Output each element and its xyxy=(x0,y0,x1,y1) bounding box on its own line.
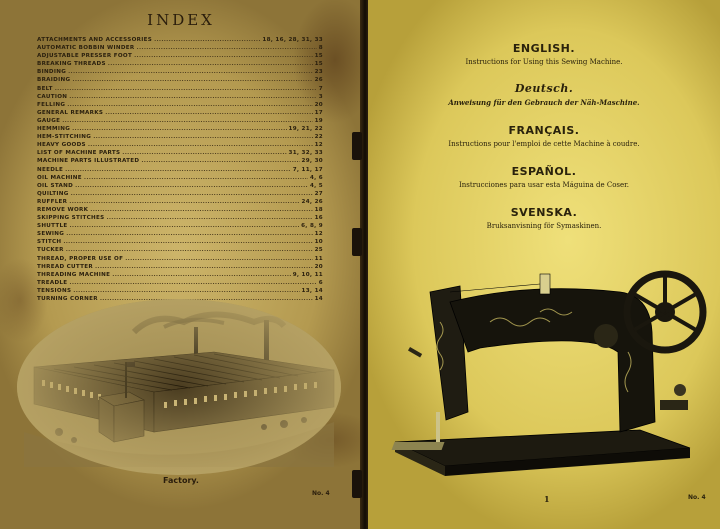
language-subtitle: Instructions pour l'emploi de cette Machine à coudre. xyxy=(448,140,640,148)
index-topic: BINDING xyxy=(37,69,67,76)
factory-caption: Factory. xyxy=(163,476,199,485)
index-topic: QUILTING xyxy=(37,190,69,197)
index-pages: 7, 11, 17 xyxy=(292,166,323,173)
dot-leader xyxy=(108,60,313,68)
index-entry xyxy=(37,117,323,125)
dot-leader xyxy=(105,109,312,117)
dot-leader xyxy=(63,238,312,246)
index-pages: 22 xyxy=(314,134,323,141)
language-swedish xyxy=(368,206,720,230)
index-entry xyxy=(37,133,323,141)
language-heading: ESPAÑOL. xyxy=(511,165,577,178)
index-entry xyxy=(37,52,323,60)
index-topic: GAUGE xyxy=(37,117,61,124)
index-topic: TUCKER xyxy=(37,247,64,254)
index-pages: 19, 21, 22 xyxy=(288,126,323,133)
index-pages: 23 xyxy=(314,69,323,76)
index-topic: OIL STAND xyxy=(37,182,74,189)
index-pages: 6, 8, 9 xyxy=(301,223,323,230)
language-heading: ENGLISH. xyxy=(512,42,576,55)
index-pages: 4, 6 xyxy=(309,174,323,181)
index-list xyxy=(37,36,323,303)
index-topic: TURNING CORNER xyxy=(37,296,98,302)
index-pages: 11 xyxy=(314,255,323,262)
dot-leader xyxy=(55,85,317,93)
language-english xyxy=(368,42,720,66)
index-pages: 14 xyxy=(314,296,323,302)
index-entry xyxy=(37,44,323,52)
index-pages: 18 xyxy=(314,206,323,213)
index-pages: 10 xyxy=(314,239,323,246)
language-heading: FRANÇAIS. xyxy=(508,124,580,137)
language-subtitle: Instructions for Using this Sewing Machine. xyxy=(465,58,623,66)
index-entry xyxy=(37,263,323,271)
index-title: INDEX xyxy=(147,11,215,29)
dot-leader xyxy=(66,246,313,254)
page-number: 1 xyxy=(544,494,550,504)
index-pages: 26 xyxy=(314,77,323,84)
dot-leader xyxy=(106,214,312,222)
index-entry xyxy=(37,101,323,109)
index-entry xyxy=(37,190,323,198)
index-topic: SHUTTLE xyxy=(37,223,68,230)
index-entry xyxy=(37,198,323,206)
index-pages: 27 xyxy=(314,190,323,197)
binding-notch xyxy=(352,132,362,160)
language-subtitle: Anweisung für den Gebrauch der Näh-Maschine. xyxy=(448,98,640,107)
index-entry xyxy=(37,214,323,222)
dot-leader xyxy=(90,206,312,214)
index-entry xyxy=(37,166,323,174)
language-heading: Deutsch. xyxy=(514,82,574,95)
dot-leader xyxy=(141,157,299,165)
index-pages: 17 xyxy=(314,109,323,116)
dot-leader xyxy=(72,76,312,84)
index-topic: HEMMING xyxy=(37,126,71,133)
dot-leader xyxy=(71,190,313,198)
index-topic: STITCH xyxy=(37,239,62,246)
index-topic: CAUTION xyxy=(37,93,68,100)
index-entry xyxy=(37,255,323,263)
language-heading: SVENSKA. xyxy=(510,206,578,219)
dot-leader xyxy=(69,279,316,287)
index-pages: 4, 5 xyxy=(309,182,323,189)
index-topic: HEM-STITCHING xyxy=(37,134,92,141)
index-topic: TENSIONS xyxy=(37,287,72,294)
index-pages: 24, 26 xyxy=(301,198,323,205)
dot-leader xyxy=(134,52,313,60)
dot-leader xyxy=(69,93,317,101)
index-topic: FELLING xyxy=(37,101,66,108)
index-entry xyxy=(37,149,323,157)
index-pages: 20 xyxy=(314,263,323,270)
index-entry xyxy=(37,279,323,287)
index-entry xyxy=(37,109,323,117)
index-pages: 9, 10, 11 xyxy=(292,271,323,278)
dot-leader xyxy=(93,133,312,141)
index-entry xyxy=(37,271,323,279)
index-topic: TREADLE xyxy=(37,279,68,286)
index-topic: ATTACHMENTS AND ACCESSORIES xyxy=(37,37,153,43)
index-pages: 29, 30 xyxy=(301,158,323,165)
index-pages: 8 xyxy=(318,45,323,52)
dot-leader xyxy=(137,44,317,52)
title-page xyxy=(368,0,720,529)
dot-leader xyxy=(67,101,312,109)
index-topic: OIL MACHINE xyxy=(37,174,82,181)
sewing-machine-illustration xyxy=(390,262,710,490)
index-pages: 15 xyxy=(314,53,323,60)
index-topic: GENERAL REMARKS xyxy=(37,109,104,116)
dot-leader xyxy=(69,198,299,206)
index-entry xyxy=(37,206,323,214)
index-topic: THREAD, PROPER USE OF xyxy=(37,255,124,262)
binding-notch xyxy=(352,228,362,256)
index-pages: 7 xyxy=(318,85,323,92)
index-topic: MACHINE PARTS ILLUSTRATED xyxy=(37,158,140,165)
index-topic: RUFFLER xyxy=(37,198,68,205)
index-pages: 19 xyxy=(314,117,323,124)
dot-leader xyxy=(62,117,312,125)
dot-leader xyxy=(154,36,260,44)
index-pages: 13, 14 xyxy=(301,287,323,294)
index-topic: BREAKING THREADS xyxy=(37,61,106,68)
binding-notch xyxy=(352,470,362,498)
dot-leader xyxy=(95,263,313,271)
index-entry xyxy=(37,68,323,76)
language-subtitle: Bruksanvisning för Symaskinen. xyxy=(486,222,602,230)
index-entry xyxy=(37,174,323,182)
index-entry xyxy=(37,230,323,238)
index-topic: BRAIDING xyxy=(37,77,71,84)
index-topic: THREADING MACHINE xyxy=(37,271,111,278)
index-topic: NEEDLE xyxy=(37,166,64,173)
edition-number-left: No. 4 xyxy=(312,490,330,497)
index-entry xyxy=(37,76,323,84)
index-entry xyxy=(37,222,323,230)
dot-leader xyxy=(65,166,291,174)
index-entry xyxy=(37,141,323,149)
edition-number-right: No. 4 xyxy=(688,494,706,501)
index-topic: REMOVE WORK xyxy=(37,206,89,213)
index-pages: 3 xyxy=(318,93,323,100)
dot-leader xyxy=(125,255,312,263)
index-pages: 15 xyxy=(314,61,323,68)
index-pages: 16 xyxy=(314,215,323,222)
index-entry xyxy=(37,93,323,101)
index-topic: SEWING xyxy=(37,231,65,238)
dot-leader xyxy=(75,182,308,190)
dot-leader xyxy=(88,141,313,149)
language-subtitle: Instrucciones para usar esta Máguina de Coser. xyxy=(459,181,629,189)
index-entry xyxy=(37,182,323,190)
index-entry xyxy=(37,238,323,246)
language-french xyxy=(368,124,720,148)
index-pages: 31, 32, 33 xyxy=(288,150,323,157)
dot-leader xyxy=(84,174,308,182)
dot-leader xyxy=(72,125,286,133)
dot-leader xyxy=(112,271,290,279)
index-topic: AUTOMATIC BOBBIN WINDER xyxy=(37,45,135,52)
language-german xyxy=(368,82,720,107)
dot-leader xyxy=(66,230,312,238)
index-pages: 12 xyxy=(314,142,323,149)
index-topic: BELT xyxy=(37,85,53,92)
index-entry xyxy=(37,246,323,254)
index-topic: THREAD CUTTER xyxy=(37,263,93,270)
index-entry xyxy=(37,60,323,68)
factory-illustration xyxy=(14,292,344,478)
language-spanish xyxy=(368,165,720,189)
index-entry xyxy=(37,125,323,133)
index-entry xyxy=(37,36,323,44)
index-entry xyxy=(37,157,323,165)
index-topic: SKIPPING STITCHES xyxy=(37,215,105,222)
index-topic: HEAVY GOODS xyxy=(37,142,86,149)
index-pages: 20 xyxy=(314,101,323,108)
index-pages: 25 xyxy=(314,247,323,254)
index-pages: 12 xyxy=(314,231,323,238)
dot-leader xyxy=(122,149,286,157)
index-topic: LIST OF MACHINE PARTS xyxy=(37,150,121,157)
index-pages: 18, 16, 28, 31, 33 xyxy=(262,37,323,43)
index-entry xyxy=(37,85,323,93)
index-pages: 6 xyxy=(318,279,323,286)
dot-leader xyxy=(70,222,300,230)
index-topic: ADJUSTABLE PRESSER FOOT xyxy=(37,53,133,60)
dot-leader xyxy=(68,68,312,76)
